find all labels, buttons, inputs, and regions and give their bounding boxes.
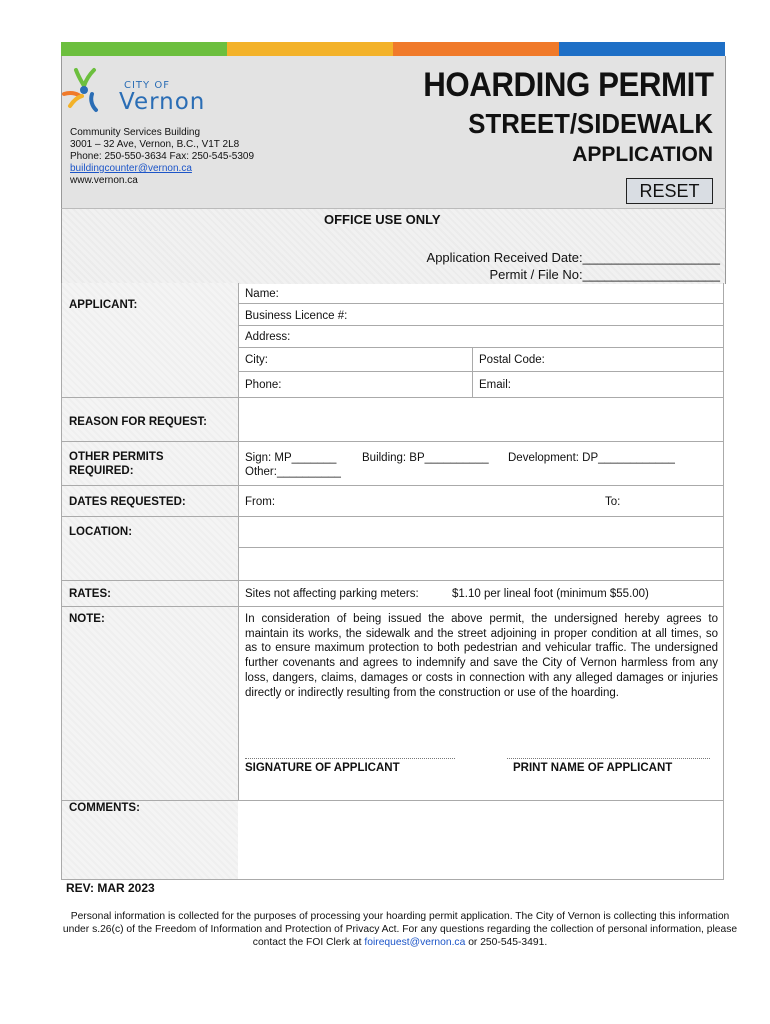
- city-field[interactable]: City:: [245, 354, 268, 366]
- office-use-fields: [427, 249, 720, 283]
- other-permits-label: OTHER PERMITS REQUIRED:: [69, 451, 164, 477]
- form-grid: [61, 283, 724, 880]
- comments-label: COMMENTS:: [69, 802, 140, 814]
- application-received-date-field[interactable]: Application Received Date:___________________: [426, 250, 720, 265]
- color-bar-yellow: [227, 42, 393, 56]
- title-application: APPLICATION: [572, 143, 713, 166]
- rates-sites-text: Sites not affecting parking meters:: [245, 588, 419, 600]
- city-logo: [62, 66, 222, 121]
- color-bar-green: [61, 42, 227, 56]
- development-dp-field[interactable]: Development: DP____________: [508, 452, 675, 464]
- sign-mp-field[interactable]: Sign: MP_______: [245, 452, 337, 464]
- permit-file-no-field[interactable]: Permit / File No:___________________: [489, 267, 720, 282]
- dates-requested-label: DATES REQUESTED:: [69, 496, 186, 508]
- address-field[interactable]: Address:: [245, 331, 291, 343]
- logo-vernon: Vernon: [119, 89, 206, 115]
- reset-button[interactable]: RESET: [626, 178, 713, 204]
- reason-for-request-field[interactable]: [240, 398, 722, 440]
- color-bar-blue: [559, 42, 725, 56]
- logo-city-of: CITY OF: [124, 80, 170, 91]
- date-to-field[interactable]: To:: [605, 496, 621, 508]
- reason-for-request-label: REASON FOR REQUEST:: [69, 416, 208, 428]
- location-field-2[interactable]: [240, 549, 722, 577]
- address-building: Community Services Building: [70, 127, 201, 138]
- revision-label: REV: MAR 2023: [66, 881, 155, 895]
- print-name-label: PRINT NAME OF APPLICANT: [513, 762, 673, 774]
- title-hoarding-permit: HOARDING PERMIT: [422, 66, 713, 104]
- phone-field[interactable]: Phone:: [245, 379, 282, 391]
- note-text: In consideration of being issued the above permit, the undersigned hereby agrees to maintain its works, the sidewalk and the street adjoining in proper condition at all times, so as to ensure maximum protection to both pedestrian and vehicular traffic. The undersigned further covenants and agrees to indemnify and save the City of Vernon harmless from any loss, dangers, claims, damages or costs in connection with any alleged damages or injuries directly or indirectly resulting from the construction or use of the hoarding.: [245, 613, 718, 699]
- note-label: NOTE:: [69, 613, 105, 625]
- city-logo-icon: [62, 66, 122, 121]
- address-web: www.vernon.ca: [70, 175, 138, 186]
- foi-email-link[interactable]: foirequest@vernon.ca: [364, 937, 466, 948]
- signature-label: SIGNATURE OF APPLICANT: [245, 762, 400, 774]
- location-label: LOCATION:: [69, 526, 133, 538]
- location-field-1[interactable]: [240, 518, 722, 546]
- color-bar-orange: [393, 42, 559, 56]
- date-from-field[interactable]: From:: [245, 496, 276, 508]
- email-field[interactable]: Email:: [479, 379, 511, 391]
- comments-field[interactable]: [62, 818, 722, 878]
- signature-line[interactable]: [245, 758, 455, 759]
- address-block: [70, 127, 254, 187]
- label-column: [61, 283, 238, 880]
- postal-code-field[interactable]: Postal Code:: [479, 354, 545, 366]
- address-phone: Phone: 250-550-3634 Fax: 250-545-5309: [70, 151, 255, 162]
- rates-label: RATES:: [69, 588, 111, 600]
- privacy-phone: or 250-545-3491.: [468, 937, 548, 948]
- business-licence-field[interactable]: Business Licence #:: [245, 310, 348, 322]
- address-email-link[interactable]: buildingcounter@vernon.ca: [70, 163, 192, 174]
- address-street: 3001 – 32 Ave, Vernon, B.C., V1T 2L8: [70, 139, 240, 150]
- privacy-notice: [62, 910, 738, 949]
- print-name-line[interactable]: [507, 758, 710, 759]
- applicant-label: APPLICANT:: [69, 299, 138, 311]
- privacy-text: Personal information is collected for the purposes of processing your hoarding permit application. The City of Vernon is collecting this information under s.26(c) of the Freedom of Information and Protection of Privacy Act. For any questions regarding the collection of personal information, please contact the FOI Clerk at: [62, 911, 738, 948]
- name-field[interactable]: Name:: [245, 288, 279, 300]
- other-permit-field[interactable]: Other:__________: [245, 466, 341, 478]
- title-street-sidewalk: STREET/SIDEWALK: [468, 108, 713, 139]
- building-bp-field[interactable]: Building: BP__________: [362, 452, 489, 464]
- rates-price-text: $1.10 per lineal foot (minimum $55.00): [452, 588, 649, 600]
- office-use-heading: OFFICE USE ONLY: [324, 212, 441, 227]
